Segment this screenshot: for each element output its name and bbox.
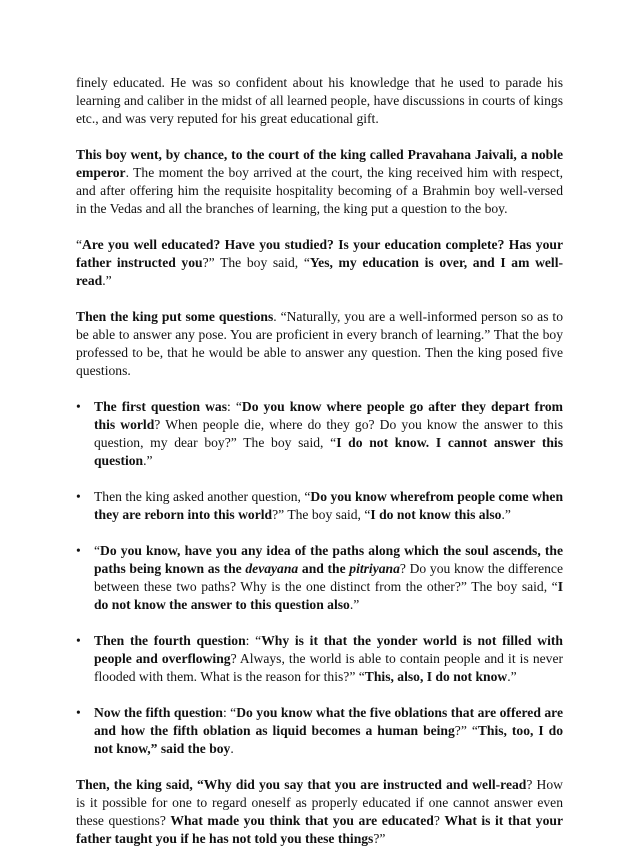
bullet-marker: •: [76, 399, 81, 414]
text-run: . The moment the boy arrived at the court, the king received him with respect, and after offering him the requisite hospitality becoming of a Brahmin boy well-versed in the Vedas and all the branches of learning, the king put a question to the boy.: [76, 165, 563, 216]
text-run: Yes, my education is over, and I am well-read: [76, 255, 563, 288]
text-run: Then the king asked another question, “: [94, 489, 311, 504]
list-item: [76, 488, 563, 524]
text-run: .”: [143, 453, 153, 468]
bullet-marker: •: [76, 543, 81, 558]
text-run: ? When people die, where do they go? Do you know the answer to this question, my dear boy?” The boy said, “: [94, 417, 563, 450]
text-run: Then, the king said, “Why did you say that you are instructed and well-read: [76, 777, 527, 792]
text-run: “: [76, 237, 83, 252]
text-run: Do you know what the five oblations that are offered are and how the fifth oblation as liquid becomes a human being: [94, 705, 563, 738]
text-run: Are you well educated? Have you studied? Is your education complete? Has your father instructed you: [76, 237, 563, 270]
paragraph: [76, 776, 563, 848]
list-item-text: [94, 633, 563, 684]
text-run: This boy went, by chance, to the court of the king called Pravahana Jaivali, a noble emperor: [76, 147, 563, 180]
text-run: Then the fourth question: [94, 633, 246, 648]
list-item: [76, 704, 563, 758]
text-run: I do not know the answer to this question also: [94, 579, 563, 612]
list-item-text: [94, 543, 563, 612]
text-run: pitriyana: [349, 561, 400, 576]
text-run: Do you know, have you any idea of the paths along which the soul ascends, the paths being known as the: [94, 543, 563, 576]
text-run: What made you think that you are educated: [170, 813, 434, 828]
text-run: “: [94, 543, 101, 558]
text-run: : “: [245, 633, 262, 648]
text-run: ?: [433, 813, 445, 828]
paragraph: [76, 146, 563, 218]
paragraph: [76, 74, 563, 128]
bullet-marker: •: [76, 633, 81, 648]
text-run: ? Always, the world is able to contain people and it is never flooded with them. What is the reason for this?” “: [94, 651, 564, 684]
question-list: [76, 398, 563, 758]
text-run: Do you know wherefrom people come when they are reborn into this world: [94, 489, 564, 522]
text-run: Then the king put some questions: [76, 309, 274, 324]
text-run: I do not know. I cannot answer this question: [94, 435, 563, 468]
text-run: This, also, I do not know: [364, 669, 508, 684]
text-run: Now the fifth question: [94, 705, 223, 720]
list-item-text: [94, 399, 563, 468]
text-run: ?” “: [454, 723, 478, 738]
list-item: [76, 542, 563, 614]
text-run: ? Do you know the difference between these two paths? Why is the one distinct from the other?” The boy said, “: [94, 561, 563, 594]
text-column: [76, 74, 563, 866]
text-run: .”: [102, 273, 112, 288]
text-run: finely educated. He was so confident about his knowledge that he used to parade his learning and caliber in the midst of all learned people, have discussions in courts of kings etc., and was very reputed for his great educational gift.: [76, 75, 563, 126]
list-item: [76, 398, 563, 470]
text-run: devayana: [245, 561, 299, 576]
text-run: and the: [298, 561, 350, 576]
text-run: : “: [227, 399, 242, 414]
text-run: .”: [507, 669, 517, 684]
text-run: .”: [501, 507, 511, 522]
paragraph: [76, 308, 563, 380]
list-item: [76, 632, 563, 686]
list-item-text: [94, 705, 563, 756]
text-run: ?” The boy said, “: [202, 255, 310, 270]
paragraph: [76, 236, 563, 290]
text-run: This, too, I do not know,” said the boy: [94, 723, 563, 756]
text-run: What is it that your father taught you if he has not told you these things: [76, 813, 563, 846]
bullet-marker: •: [76, 705, 81, 720]
text-run: Do you know where people go after they depart from this world: [94, 399, 563, 432]
text-run: ?” The boy said, “: [272, 507, 371, 522]
text-run: .”: [349, 597, 360, 612]
bullet-marker: •: [76, 489, 81, 504]
text-run: ?”: [373, 831, 386, 846]
text-run: .: [230, 741, 234, 756]
text-run: ? How is it possible for one to regard oneself as properly educated if one cannot answer even these questions?: [76, 777, 563, 828]
text-run: The first question was: [94, 399, 227, 414]
text-run: Why is it that the yonder world is not filled with people and overflowing: [94, 633, 563, 666]
list-item-text: [94, 489, 563, 522]
text-run: I do not know this also: [370, 507, 502, 522]
text-run: . “Naturally, you are a well-informed person so as to be able to answer any pose. You are proficient in every branch of learning.” That the boy professed to be, that he would be able to answer any question. Then the king posed five questions.: [76, 309, 563, 378]
text-run: : “: [222, 705, 237, 720]
